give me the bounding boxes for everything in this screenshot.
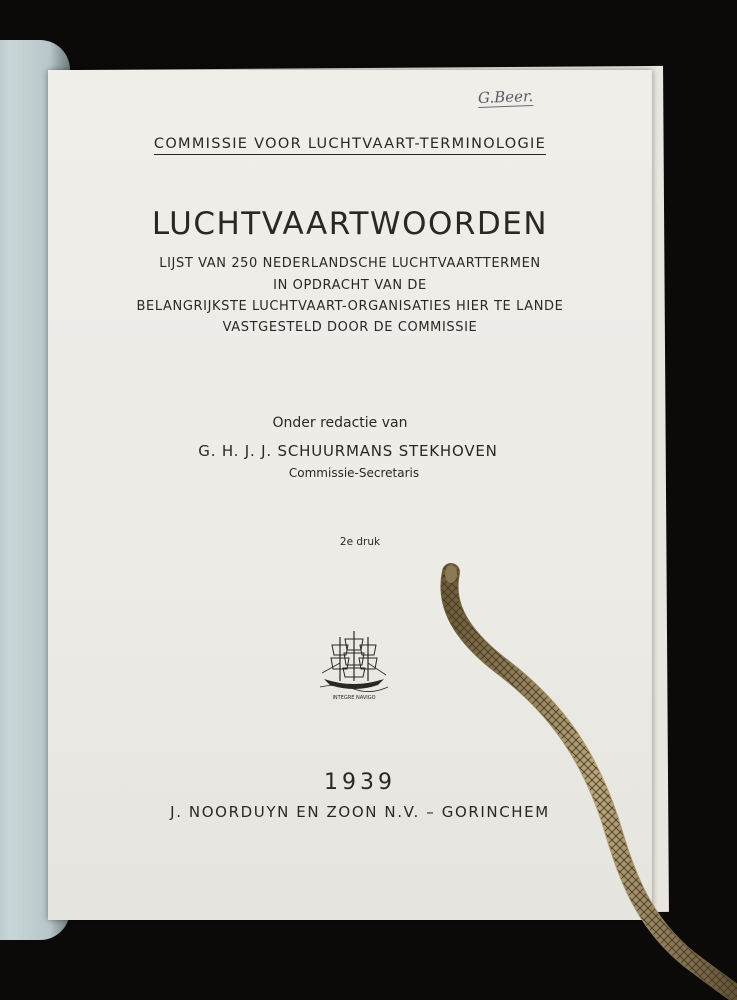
- subtitle-line: LIJST VAN 250 NEDERLANDSCHE LUCHTVAARTTERMEN: [159, 256, 541, 271]
- publisher-line: J. NOORDUYN EN ZOON N.V. – GORINCHEM: [170, 803, 550, 821]
- edition-note: 2e druk: [339, 536, 381, 548]
- publisher-mark-motto: INTEGRE NAVIGO: [332, 695, 376, 701]
- subtitle-line: BELANGRIJKSTE LUCHTVAART-ORGANISATIES HIER TE LANDE: [136, 299, 564, 314]
- editor-intro: Onder redactie van: [272, 415, 408, 431]
- book-title: LUCHTVAARTWOORDEN: [151, 206, 549, 242]
- publication-year: 1939: [324, 770, 396, 795]
- editor-role: Commissie-Secretaris: [288, 466, 420, 480]
- subtitle-line: IN OPDRACHT VAN DE: [273, 278, 427, 293]
- subtitle-line: VASTGESTELD DOOR DE COMMISSIE: [222, 320, 478, 335]
- committee-text: COMMISSIE VOOR LUCHTVAART-TERMINOLOGIE: [154, 136, 546, 155]
- owner-signature: G.Beer.: [477, 87, 534, 107]
- editor-name: G. H. J. J. SCHUURMANS STEKHOVEN: [198, 442, 498, 460]
